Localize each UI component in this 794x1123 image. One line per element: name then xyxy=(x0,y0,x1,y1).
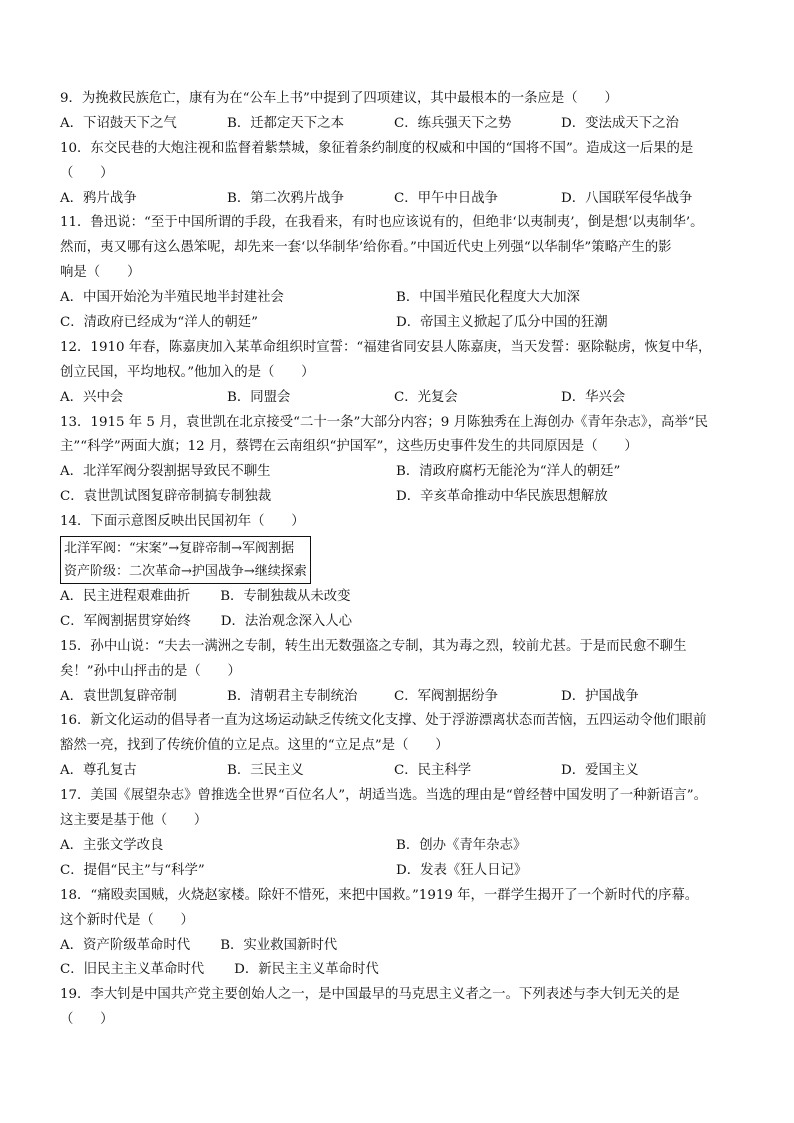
q16-option-a: A．尊孔复古 xyxy=(60,763,137,779)
q14-diagram-line-2: 资产阶级：二次革命→护国战争→继续探索 xyxy=(64,564,307,580)
q17-option-a: A．主张文学改良 xyxy=(60,837,164,853)
q10-stem-line-2: （ ） xyxy=(60,165,114,181)
q10-option-c: C．甲午中日战争 xyxy=(394,190,498,206)
q12-option-b: B．同盟会 xyxy=(227,389,291,405)
q14-option-c: C．军阀割据贯穿始终 xyxy=(60,613,191,629)
q19-stem-line-2: （ ） xyxy=(60,1012,114,1028)
q15-option-b: B．清朝君主专制统治 xyxy=(227,688,358,704)
q15-stem-line-1: 15．孙中山说：“夫去一满洲之专制，转生出无数强盗之专制，其为毒之烈，较前尤甚。于是而民愈不聊生 xyxy=(60,638,687,654)
q15-option-d: D．护国战争 xyxy=(561,688,639,704)
q14-option-d: D．法治观念深入人心 xyxy=(220,613,353,629)
q18-option-c: C．旧民主主义革命时代 xyxy=(60,962,205,978)
q17-option-d: D．发表《狂人日记》 xyxy=(396,862,528,878)
q16-option-b: B．三民主义 xyxy=(227,763,304,779)
q11-options-row-2 xyxy=(60,311,750,336)
q17-option-c: C．提倡“民主”与“科学” xyxy=(60,862,205,878)
q12-option-c: C．光复会 xyxy=(394,389,458,405)
exam-page xyxy=(60,87,750,1033)
q13-options-row-2 xyxy=(60,485,750,510)
q13-option-a: A．北洋军阀分裂割据导致民不聊生 xyxy=(60,464,271,480)
q11-options-row-1 xyxy=(60,286,750,311)
q13-options-row-1 xyxy=(60,460,750,485)
q16-options xyxy=(60,759,750,784)
q18-options-row-2 xyxy=(60,958,750,983)
q16-option-d: D．爱国主义 xyxy=(561,763,639,779)
q17-option-b: B．创办《青年杂志》 xyxy=(396,837,527,853)
q15-stem-line-2: 矣！”孙中山抨击的是（ ） xyxy=(60,663,241,679)
q14-option-a: A．民主进程艰难曲折 xyxy=(60,589,191,605)
q18-option-b: B．实业救国新时代 xyxy=(220,937,338,953)
q15-option-a: A．袁世凯复辟帝制 xyxy=(60,688,177,704)
q12-option-a: A．兴中会 xyxy=(60,389,124,405)
q11-option-d: D．帝国主义掀起了瓜分中国的狂潮 xyxy=(396,315,608,331)
q14-diagram-box xyxy=(60,536,311,584)
q9-option-d: D．变法成天下之治 xyxy=(561,115,679,131)
q12-option-d: D．华兴会 xyxy=(561,389,626,405)
q19-stem-line-1: 19．李大钊是中国共产党主要创始人之一，是中国最早的马克思主义者之一。下列表述与李大钊无关的是 xyxy=(60,987,680,1003)
q13-option-c: C．袁世凯试图复辟帝制搞专制独裁 xyxy=(60,489,272,505)
q15-option-c: C．军阀割据纷争 xyxy=(394,688,498,704)
q12-stem-line-1: 12．1910 年春，陈嘉庚加入某革命组织时宣誓：“福建省同安县人陈嘉庚，当天发誓：驱除鞑虏，恢复中华， xyxy=(60,339,712,355)
q10-options xyxy=(60,187,750,212)
q16-stem-line-2: 豁然一亮，找到了传统价值的立足点。这里的“立足点”是（ ） xyxy=(60,738,449,754)
q11-stem-line-3: 响是（ ） xyxy=(60,265,141,281)
q18-stem-line-2: 这个新时代是（ ） xyxy=(60,912,194,928)
q14-option-b: B．专制独裁从未改变 xyxy=(220,589,351,605)
q13-option-b: B．清政府腐朽无能沦为“洋人的朝廷” xyxy=(396,464,621,480)
q14-diagram-line-1: 北洋军阀：“宋案”→复辟帝制→军阀割据 xyxy=(64,541,295,557)
q10-option-a: A．鸦片战争 xyxy=(60,190,137,206)
q13-option-d: D．辛亥革命推动中华民族思想解放 xyxy=(396,489,608,505)
q11-stem-line-1: 11．鲁迅说：“至于中国所谓的手段，在我看来，有时也应该说有的，但绝非‘以夷制夷’，倒是想‘以夷制华’。 xyxy=(60,215,704,231)
q17-stem-line-2: 这主要是基于他（ ） xyxy=(60,813,208,829)
q14-options-row-2 xyxy=(60,610,750,635)
q16-option-c: C．民主科学 xyxy=(394,763,472,779)
q15-options xyxy=(60,685,750,710)
q9-stem: 9．为挽救民族危亡，康有为在“公车上书”中提到了四项建议，其中最根本的一条应是（ ） xyxy=(60,91,618,106)
q14-stem: 14．下面示意图反映出民国初年（ ） xyxy=(60,514,305,530)
q11-stem-line-2: 然而，夷又哪有这么愚笨呢，却先来一套‘以华制华’给你看。”中国近代史上列强“以华制华”策略产生的影 xyxy=(60,240,672,256)
q18-option-d: D．新民主主义革命时代 xyxy=(234,962,379,978)
q9-option-b: B．迁都定天下之本 xyxy=(227,115,344,131)
q12-options xyxy=(60,386,750,411)
q10-option-b: B．第二次鸦片战争 xyxy=(227,190,344,206)
q9-options xyxy=(60,112,750,137)
q11-option-c: C．清政府已经成为“洋人的朝廷” xyxy=(60,315,259,331)
q14-options-row-1 xyxy=(60,585,750,610)
q17-options-row-1 xyxy=(60,834,750,859)
q16-stem-line-1: 16．新文化运动的倡导者一直为这场运动缺乏传统文化支撑、处于浮游漂离状态而苦恼，五四运动令他们眼前 xyxy=(60,713,707,729)
q11-option-a: A．中国开始沦为半殖民地半封建社会 xyxy=(60,290,284,306)
q11-option-b: B．中国半殖民化程度大大加深 xyxy=(396,290,580,306)
q18-options-row-1 xyxy=(60,934,750,959)
q18-stem-line-1: 18．“痛殴卖国贼，火烧赵家楼。除奸不惜死，来把中国救。”1919 年，一群学生揭开了一个新时代的序幕。 xyxy=(60,887,699,903)
q12-stem-line-2: 创立民国，平均地权。”他加入的是（ ） xyxy=(60,364,315,380)
q17-options-row-2 xyxy=(60,859,750,884)
q13-stem-line-1: 13．1915 年 5 月，袁世凯在北京接受“二十一条”大部分内容；9 月陈独秀在上海创办《青年杂志》，高举“民 xyxy=(60,414,709,430)
q13-stem-line-2: 主”“科学”两面大旗；12 月，蔡锷在云南组织“护国军”，这些历史事件发生的共同原因是（ ） xyxy=(60,439,638,455)
q10-option-d: D．八国联军侵华战争 xyxy=(561,190,693,206)
q18-option-a: A．资产阶级革命时代 xyxy=(60,937,191,953)
q10-stem-line-1: 10．东交民巷的大炮注视和监督着紫禁城，象征着条约制度的权威和中国的“国将不国”。造成这一后果的是 xyxy=(60,140,694,156)
q9-option-a: A．下诏鼓天下之气 xyxy=(60,115,177,131)
q17-stem-line-1: 17．美国《展望杂志》曾推选全世界“百位名人”，胡适当选。当选的理由是“曾经替中国发明了一种新语言”。 xyxy=(60,788,707,804)
q9-option-c: C．练兵强天下之势 xyxy=(394,115,512,131)
